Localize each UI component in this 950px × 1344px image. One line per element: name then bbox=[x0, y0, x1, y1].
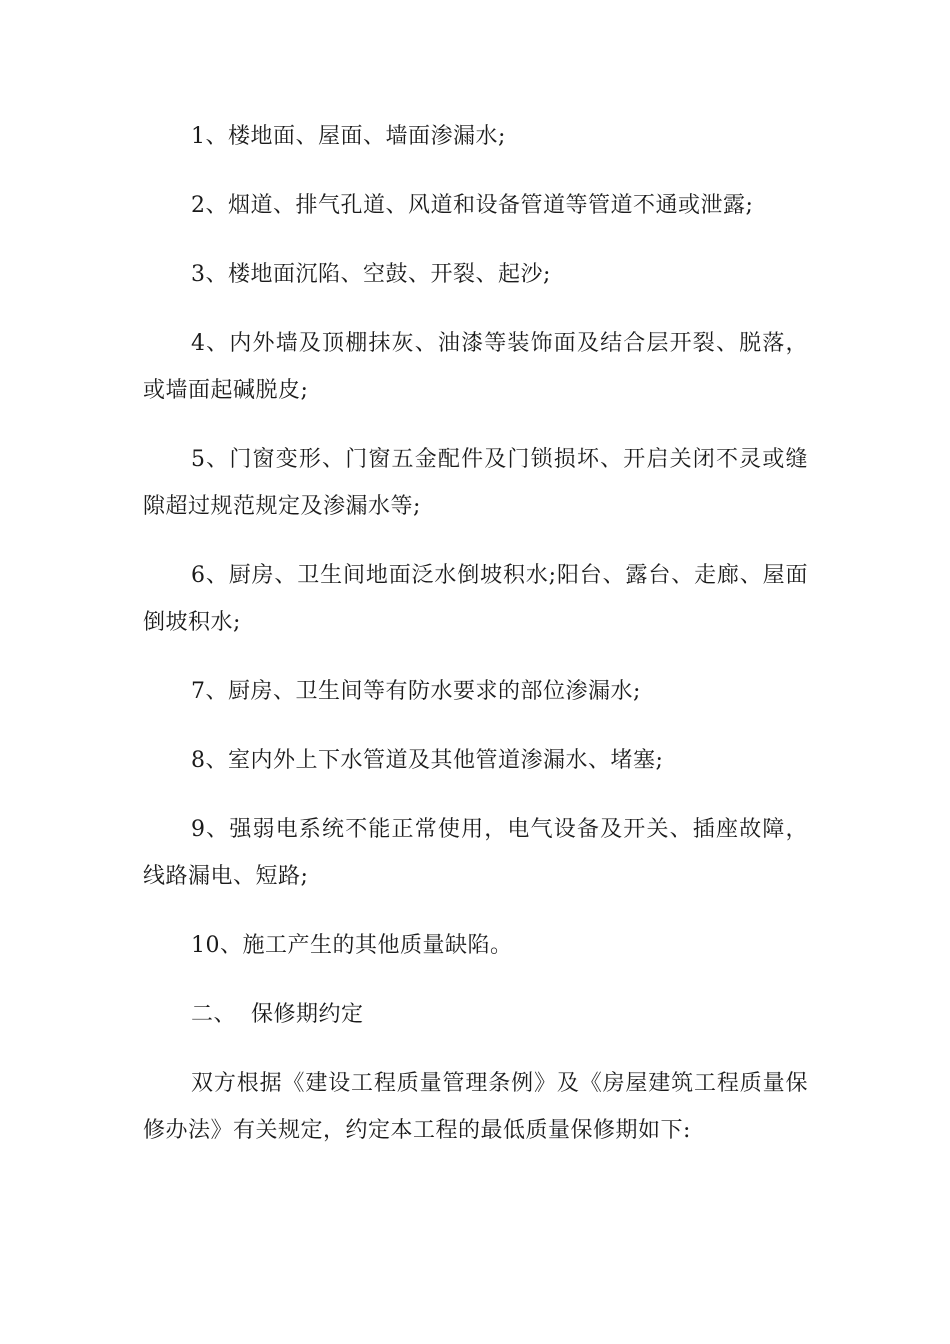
list-item-1: 1、楼地面、屋面、墙面渗漏水; bbox=[191, 124, 506, 149]
list-item-6: 6、厨房、卫生间地面泛水倒坡积水;阳台、露台、走廊、屋面倒坡积水; bbox=[143, 563, 808, 635]
list-item-5: 5、门窗变形、门窗五金配件及门锁损坏、开启关闭不灵或缝隙超过规范规定及渗漏水等; bbox=[143, 447, 808, 519]
list-item-2: 2、烟道、排气孔道、风道和设备管道等管道不通或泄露; bbox=[191, 193, 754, 218]
section-heading: 二、 保修期约定 bbox=[191, 1002, 364, 1027]
list-item-4: 4、内外墙及顶棚抹灰、油漆等装饰面及结合层开裂、脱落，或墙面起碱脱皮; bbox=[143, 331, 808, 403]
list-item-7: 7、厨房、卫生间等有防水要求的部位渗漏水; bbox=[191, 679, 641, 704]
list-item-8: 8、室内外上下水管道及其他管道渗漏水、堵塞; bbox=[191, 748, 664, 773]
document-body bbox=[143, 113, 808, 1176]
list-item-10: 10、施工产生的其他质量缺陷。 bbox=[191, 933, 513, 958]
body-paragraph: 双方根据《建设工程质量管理条例》及《房屋建筑工程质量保修办法》有关规定，约定本工程的最低质量保修期如下: bbox=[143, 1071, 808, 1143]
list-item-3: 3、楼地面沉陷、空鼓、开裂、起沙; bbox=[191, 262, 551, 287]
list-item-9: 9、强弱电系统不能正常使用，电气设备及开关、插座故障，线路漏电、短路; bbox=[143, 817, 808, 889]
